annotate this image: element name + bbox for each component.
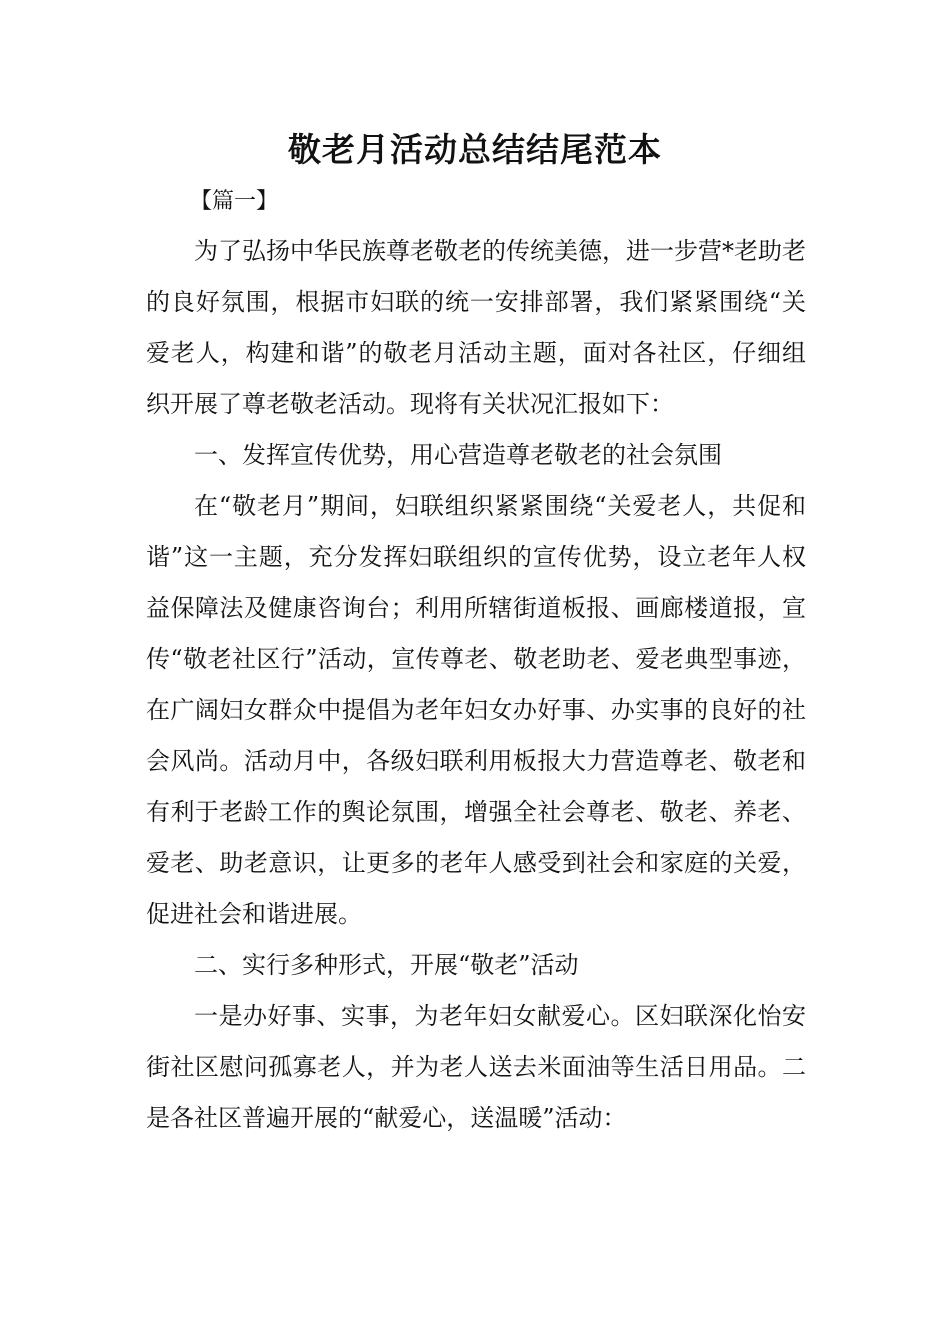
document-title: 敬老月活动总结结尾范本 (288, 130, 662, 169)
section-heading-1: 一、发挥宣传优势，用心营造尊老敬老的社会氛围 (194, 441, 722, 469)
part-label: 【篇一】 (190, 189, 279, 214)
intro-paragraph: 为了弘扬中华民族尊老敬老的传统美德，进一步营*老助老的良好氛围，根据市妇联的统一安排部署，我们紧紧围绕“关爱老人，构建和谐”的敬老月活动主题，面对各社区，仔细组织开展了尊老敬老活动。现将有关状况汇报如下： (146, 237, 806, 418)
section-2-paragraph: 一是办好事、实事，为老年妇女献爱心。区妇联深化怡安街社区慰问孤寡老人，并为老人送去米面油等生活日用品。二是各社区普遍开展的“献爱心，送温暖”活动： (146, 1002, 806, 1132)
document-body (146, 226, 806, 1144)
section-heading-2: 二、实行多种形式，开展“敬老”活动 (194, 951, 579, 979)
section-1-paragraph: 在“敬老月”期间，妇联组织紧紧围绕“关爱老人，共促和谐”这一主题，充分发挥妇联组织的宣传优势，设立老年人权益保障法及健康咨询台；利用所辖街道板报、画廊楼道报，宣传“敬老社区行”活动，宣传尊老、敬老助老、爱老典型事迹，在广阔妇女群众中提倡为老年妇女办好事、办实事的良好的社会风尚。活动月中，各级妇联利用板报大力营造尊老、敬老和有利于老龄工作的舆论氛围，增强全社会尊老、敬老、养老、爱老、助老意识，让更多的老年人感受到社会和家庭的关爱，促进社会和谐进展。 (146, 492, 806, 928)
